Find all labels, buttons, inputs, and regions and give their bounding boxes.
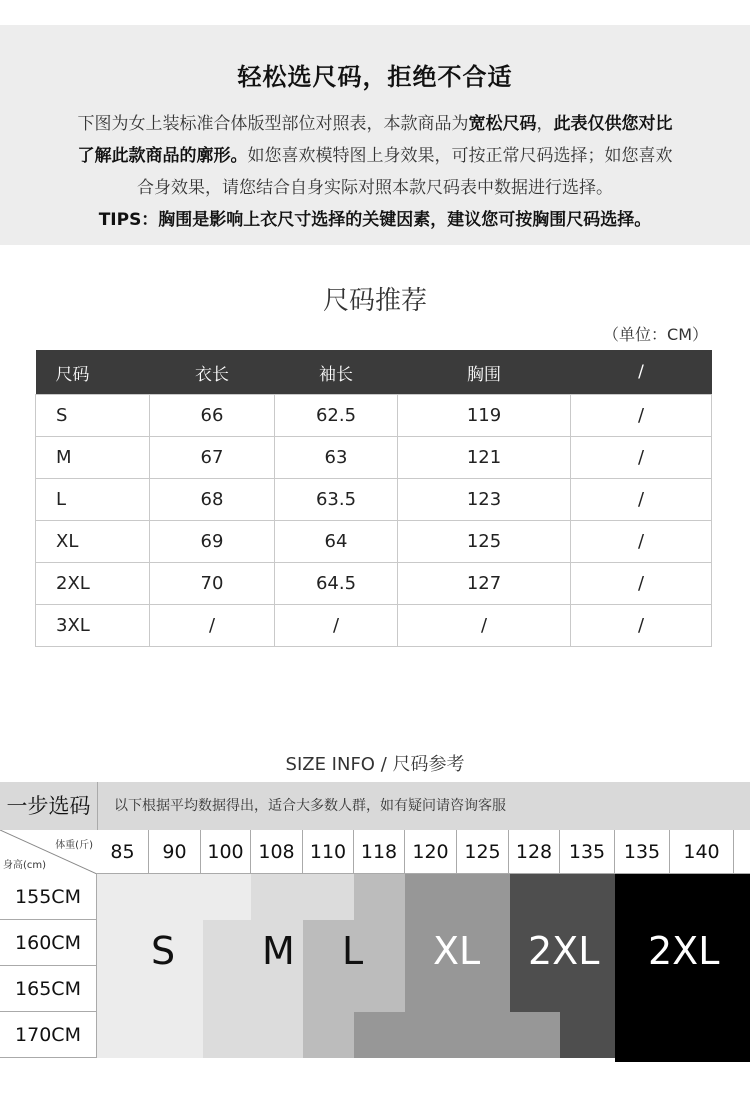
cell-chest: 121 — [398, 437, 571, 479]
height-cell: 170CM — [0, 1012, 97, 1058]
height-cell: 160CM — [0, 920, 97, 966]
weight-cell: 110 — [303, 830, 354, 874]
unit-label: （单位：CM） — [603, 325, 708, 344]
cell-chest: 119 — [398, 395, 571, 437]
cell-sleeve: 63.5 — [275, 479, 398, 521]
zone-band-s — [97, 874, 203, 1058]
zone-label-2xl-dark: 2XL — [648, 929, 720, 973]
zone-band-m — [203, 920, 251, 1058]
cell-extra: / — [571, 437, 712, 479]
cell-length: 66 — [150, 395, 275, 437]
zone-step — [510, 1012, 560, 1058]
cell-chest: 123 — [398, 479, 571, 521]
cell-sleeve: / — [275, 605, 398, 647]
table-header-row — [36, 350, 712, 395]
zone-label-xl: XL — [433, 929, 481, 973]
cell-sleeve: 64.5 — [275, 563, 398, 605]
cell-chest: / — [398, 605, 571, 647]
notice-title: 轻松选尺码，拒绝不合适 — [237, 63, 513, 91]
notice-panel — [0, 25, 750, 245]
cell-extra: / — [571, 395, 712, 437]
weight-cell: 125 — [457, 830, 509, 874]
cell-sleeve: 63 — [275, 437, 398, 479]
cell-extra: / — [571, 605, 712, 647]
height-axis-label: 身高(cm) — [3, 860, 47, 871]
height-cell: 165CM — [0, 966, 97, 1012]
cell-extra: / — [571, 521, 712, 563]
notice-emphasis: 此表仅供您对比 — [553, 114, 673, 134]
cell-size: M — [36, 437, 150, 479]
weight-cell: 90 — [149, 830, 201, 874]
weight-cell: 118 — [354, 830, 405, 874]
notice-line-1 — [0, 109, 750, 134]
size-recommend-table — [35, 350, 712, 647]
weight-cell: 120 — [405, 830, 457, 874]
zone-band-s — [203, 874, 251, 920]
weight-cell: 108 — [251, 830, 303, 874]
notice-line-3: 合身效果，请您结合自身实际对照本款尺码表中数据进行选择。 — [137, 178, 613, 198]
header-extra: / — [571, 350, 712, 395]
table-row — [36, 437, 712, 479]
table-row — [36, 479, 712, 521]
size-info-title: SIZE INFO / 尺码参考 — [285, 754, 465, 775]
cell-sleeve: 62.5 — [275, 395, 398, 437]
weight-cell: 85 — [97, 830, 149, 874]
zone-step — [354, 1012, 405, 1058]
recommend-title: 尺码推荐 — [322, 286, 427, 316]
cell-size: 3XL — [36, 605, 150, 647]
table-row — [36, 605, 712, 647]
grid-corner-cell — [0, 830, 98, 875]
size-info-grid — [0, 782, 750, 1062]
cell-length: 67 — [150, 437, 275, 479]
notice-emphasis: 宽松尺码 — [468, 114, 537, 134]
cell-size: S — [36, 395, 150, 437]
notice-text: 下图为女上装标准合体版型部位对照表，本款商品为 — [77, 114, 469, 134]
notice-emphasis: 了解此款商品的廓形。 — [77, 146, 248, 166]
weight-cell-empty — [734, 830, 750, 874]
table-row — [36, 563, 712, 605]
zone-label-s: S — [151, 929, 176, 973]
cell-length: 70 — [150, 563, 275, 605]
cell-size: L — [36, 479, 150, 521]
cell-extra: / — [571, 563, 712, 605]
header-sleeve: 袖长 — [275, 350, 398, 395]
cell-chest: 127 — [398, 563, 571, 605]
grid-header-bar — [0, 782, 750, 830]
zone-label-l: L — [342, 929, 364, 973]
cell-chest: 125 — [398, 521, 571, 563]
height-cell: 155CM — [0, 874, 97, 920]
weight-cell: 128 — [509, 830, 560, 874]
notice-line-2 — [0, 141, 750, 166]
header-length: 衣长 — [150, 350, 275, 395]
quick-pick-label: 一步选码 — [0, 782, 98, 830]
table-row — [36, 395, 712, 437]
cell-length: 69 — [150, 521, 275, 563]
cell-extra: / — [571, 479, 712, 521]
cell-size: 2XL — [36, 563, 150, 605]
table-row — [36, 521, 712, 563]
weight-axis-label: 体重(斤) — [55, 840, 93, 851]
cell-sleeve: 64 — [275, 521, 398, 563]
weight-cell: 100 — [201, 830, 251, 874]
notice-text: 如您喜欢模特图上身效果，可按正常尺码选择；如您喜欢 — [247, 146, 673, 166]
zone-step — [303, 874, 354, 920]
cell-size: XL — [36, 521, 150, 563]
weight-cell: 140 — [670, 830, 734, 874]
zone-label-2xl: 2XL — [528, 929, 600, 973]
notice-tips: TIPS：胸围是影响上衣尺寸选择的关键因素，建议您可按胸围尺码选择。 — [98, 210, 652, 230]
header-size: 尺码 — [36, 350, 150, 395]
cell-length: 68 — [150, 479, 275, 521]
grid-description: 以下根据平均数据得出，适合大多数人群，如有疑问请咨询客服 — [114, 798, 506, 814]
weight-cell: 135 — [615, 830, 670, 874]
cell-length: / — [150, 605, 275, 647]
header-chest: 胸围 — [398, 350, 571, 395]
weight-cell: 135 — [560, 830, 615, 874]
notice-text: ， — [536, 114, 554, 134]
zone-label-m: M — [262, 929, 295, 973]
